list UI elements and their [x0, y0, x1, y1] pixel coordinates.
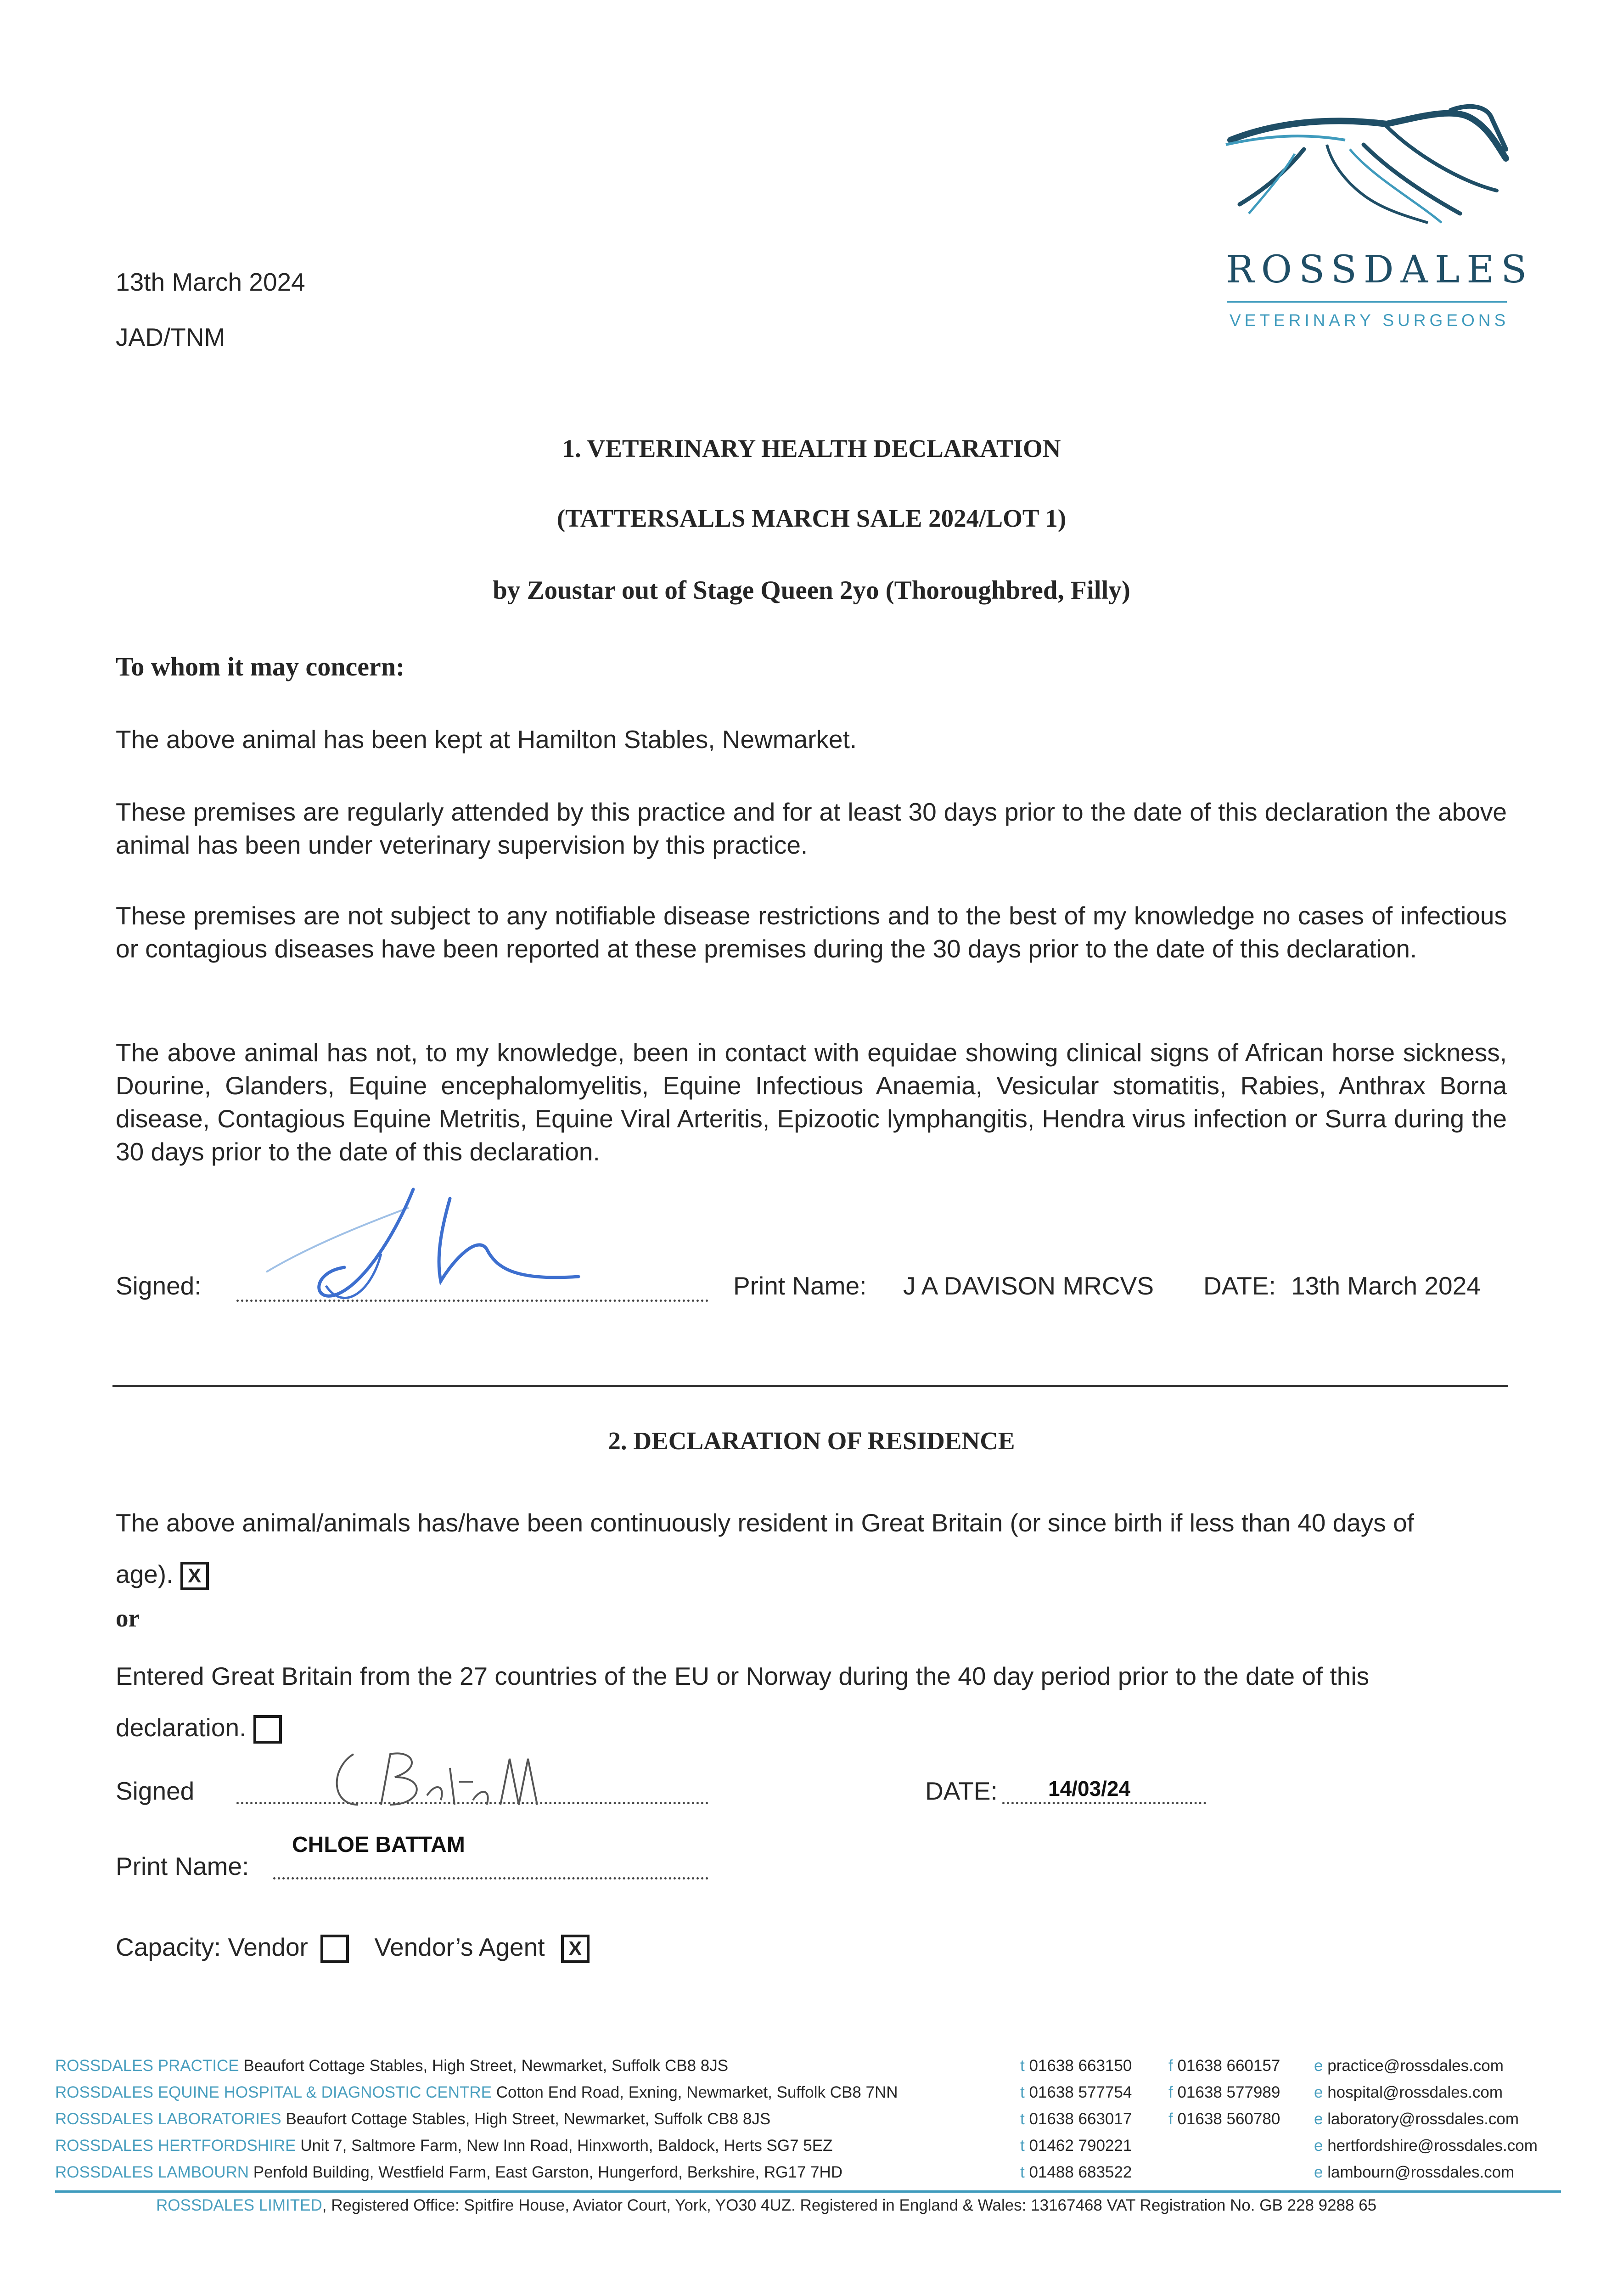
footer-practice-address: Beaufort Cottage Stables, High Street, Newmarket, Suffolk CB8 8JS: [243, 2057, 729, 2075]
footer: [0, 2053, 1623, 2227]
galloping-horse-logo: [1212, 99, 1524, 250]
residence-option-1-text: The above animal/animals has/have been continuously resident in Great Britain (or since birth if less than 40 days of age).: [116, 1508, 1414, 1588]
footer-lambourn-name: ROSSDALES LAMBOURN: [55, 2163, 249, 2181]
horse-description: by Zoustar out of Stage Queen 2yo (Thoroughbred, Filly): [493, 576, 1130, 605]
footer-registered: [156, 2192, 1376, 2219]
practice-phone[interactable]: 01638 663150: [1029, 2057, 1132, 2075]
footer-laboratories-name: ROSSDALES LABORATORIES: [55, 2110, 281, 2128]
footer-hospital-address: Cotton End Road, Exning, Newmarket, Suffolk CB8 7NN: [496, 2083, 898, 2101]
hospital-email[interactable]: hospital@rossdales.com: [1327, 2083, 1503, 2101]
sale-title: (TATTERSALLS MARCH SALE 2024/LOT 1): [556, 504, 1067, 532]
print-name-label: Print Name:: [733, 1272, 867, 1300]
vet-signature: [257, 1180, 670, 1309]
residence-option-2-text: Entered Great Britain from the 27 countries of the EU or Norway during the 40 day period prior to the date of this declaration.: [116, 1662, 1370, 1742]
footer-practice-name: ROSSDALES PRACTICE: [55, 2057, 239, 2075]
phone-label: t: [1020, 2110, 1025, 2128]
residence-option-2: [116, 1650, 1447, 1753]
laboratories-fax: 01638 560780: [1177, 2110, 1280, 2128]
paragraph-1: The above animal has been kept at Hamilton Stables, Newmarket.: [116, 725, 857, 754]
residence-option-1-checkbox[interactable]: X: [180, 1562, 209, 1590]
or-label: or: [116, 1604, 140, 1632]
practice-email[interactable]: practice@rossdales.com: [1327, 2057, 1504, 2075]
vendors-agent-checkbox[interactable]: X: [561, 1935, 590, 1963]
footer-hertfordshire-address: Unit 7, Saltmore Farm, New Inn Road, Hinxworth, Baldock, Herts SG7 5EZ: [300, 2137, 833, 2155]
footer-emails: [1314, 2053, 1538, 2186]
vendors-agent-label: Vendor’s Agent: [374, 1933, 545, 1961]
email-label: e: [1314, 2137, 1323, 2155]
rossdales-logo: [1212, 99, 1534, 347]
email-label: e: [1314, 2163, 1323, 2181]
paragraph-2: These premises are regularly attended by this practice and for at least 30 days prior to the date of this declaration the above animal has been under veterinary supervision by this practice.: [116, 798, 1507, 859]
declaration-date: 13th March 2024: [1291, 1272, 1481, 1300]
signed-label: Signed:: [116, 1272, 202, 1300]
signed2-label: Signed: [116, 1777, 195, 1805]
practice-fax: 01638 660157: [1177, 2057, 1280, 2075]
footer-phones: [1020, 2053, 1132, 2186]
phone-label: t: [1020, 2137, 1025, 2155]
phone-label: t: [1020, 2057, 1025, 2075]
hertfordshire-email[interactable]: hertfordshire@rossdales.com: [1327, 2137, 1538, 2155]
letter-reference: JAD/TNM: [116, 323, 225, 351]
declaration-date-label: DATE:: [1203, 1272, 1276, 1300]
fax-label: f: [1168, 2083, 1173, 2101]
hospital-phone[interactable]: 01638 577754: [1029, 2083, 1132, 2101]
logo-brand: ROSSDALES: [1226, 248, 1534, 292]
section2-title: 2. DECLARATION OF RESIDENCE: [608, 1427, 1015, 1455]
print-name: J A DAVISON MRCVS: [903, 1272, 1154, 1300]
logo-divider: [1227, 301, 1507, 303]
logo-subtitle: VETERINARY SURGEONS: [1230, 311, 1510, 330]
residence-option-1: [116, 1497, 1447, 1600]
print-name2-label: Print Name:: [116, 1852, 249, 1880]
footer-laboratories-address: Beaufort Cottage Stables, High Street, Newmarket, Suffolk CB8 8JS: [286, 2110, 771, 2128]
email-label: e: [1314, 2083, 1323, 2101]
limited-name: ROSSDALES LIMITED: [156, 2196, 322, 2214]
phone-label: t: [1020, 2163, 1025, 2181]
capacity-vendor-label: Capacity: Vendor: [116, 1933, 308, 1961]
capacity-row: [116, 1929, 590, 1965]
lambourn-phone[interactable]: 01488 683522: [1029, 2163, 1132, 2181]
footer-hertfordshire-name: ROSSDALES HERTFORDSHIRE: [55, 2137, 296, 2155]
date2-value[interactable]: 14/03/24: [1048, 1777, 1131, 1801]
date2-label: DATE:: [925, 1777, 998, 1805]
paragraph-3: These premises are not subject to any notifiable disease restrictions and to the best of my knowledge no cases of infectious or contagious diseases have been reported at these premises during the 30 days prior to the date of this declaration.: [116, 901, 1507, 963]
fax-label: f: [1168, 2057, 1173, 2075]
email-label: e: [1314, 2110, 1323, 2128]
laboratories-email[interactable]: laboratory@rossdales.com: [1327, 2110, 1519, 2128]
letter-date: 13th March 2024: [116, 268, 305, 296]
footer-hospital-name: ROSSDALES EQUINE HOSPITAL & DIAGNOSTIC CENTRE: [55, 2083, 492, 2101]
email-label: e: [1314, 2057, 1323, 2075]
hertfordshire-phone[interactable]: 01462 790221: [1029, 2137, 1132, 2155]
print-name2-line: [273, 1877, 708, 1880]
lambourn-email[interactable]: lambourn@rossdales.com: [1327, 2163, 1515, 2181]
limited-text: , Registered Office: Spitfire House, Aviator Court, York, YO30 4UZ. Registered in England & Wales: 13167468 VAT Registration No. GB 228 9288 65: [322, 2196, 1377, 2214]
phone-label: t: [1020, 2083, 1025, 2101]
section1-title: 1. VETERINARY HEALTH DECLARATION: [562, 434, 1061, 462]
laboratories-phone[interactable]: 01638 663017: [1029, 2110, 1132, 2128]
residence-option-2-checkbox[interactable]: [253, 1715, 282, 1744]
section-divider: [112, 1385, 1508, 1387]
salutation: To whom it may concern:: [116, 652, 405, 681]
print-name2-value[interactable]: CHLOE BATTAM: [292, 1833, 465, 1857]
footer-lambourn-address: Penfold Building, Westfield Farm, East Garston, Hungerford, Berkshire, RG17 7HD: [253, 2163, 843, 2181]
vendor-signature: [321, 1740, 560, 1823]
footer-faxes: [1168, 2053, 1280, 2133]
footer-names: [55, 2053, 898, 2186]
date2-line: [1002, 1802, 1206, 1804]
paragraph-4: The above animal has not, to my knowledge, been in contact with equidae showing clinical signs of African horse sickness, Dourine, Glanders, Equine encephalomyelitis, Equine Infectious Anaemia, Vesicular stomatitis, Rabies, Anthrax Borna disease, Contagious Equine Metritis, Equine Viral Arteritis, Epizootic lymphangitis, Hendra virus infection or Surra during the 30 days prior to the date of this declaration.: [116, 1038, 1507, 1166]
fax-label: f: [1168, 2110, 1173, 2128]
hospital-fax: 01638 577989: [1177, 2083, 1280, 2101]
vendor-checkbox[interactable]: [320, 1935, 349, 1963]
